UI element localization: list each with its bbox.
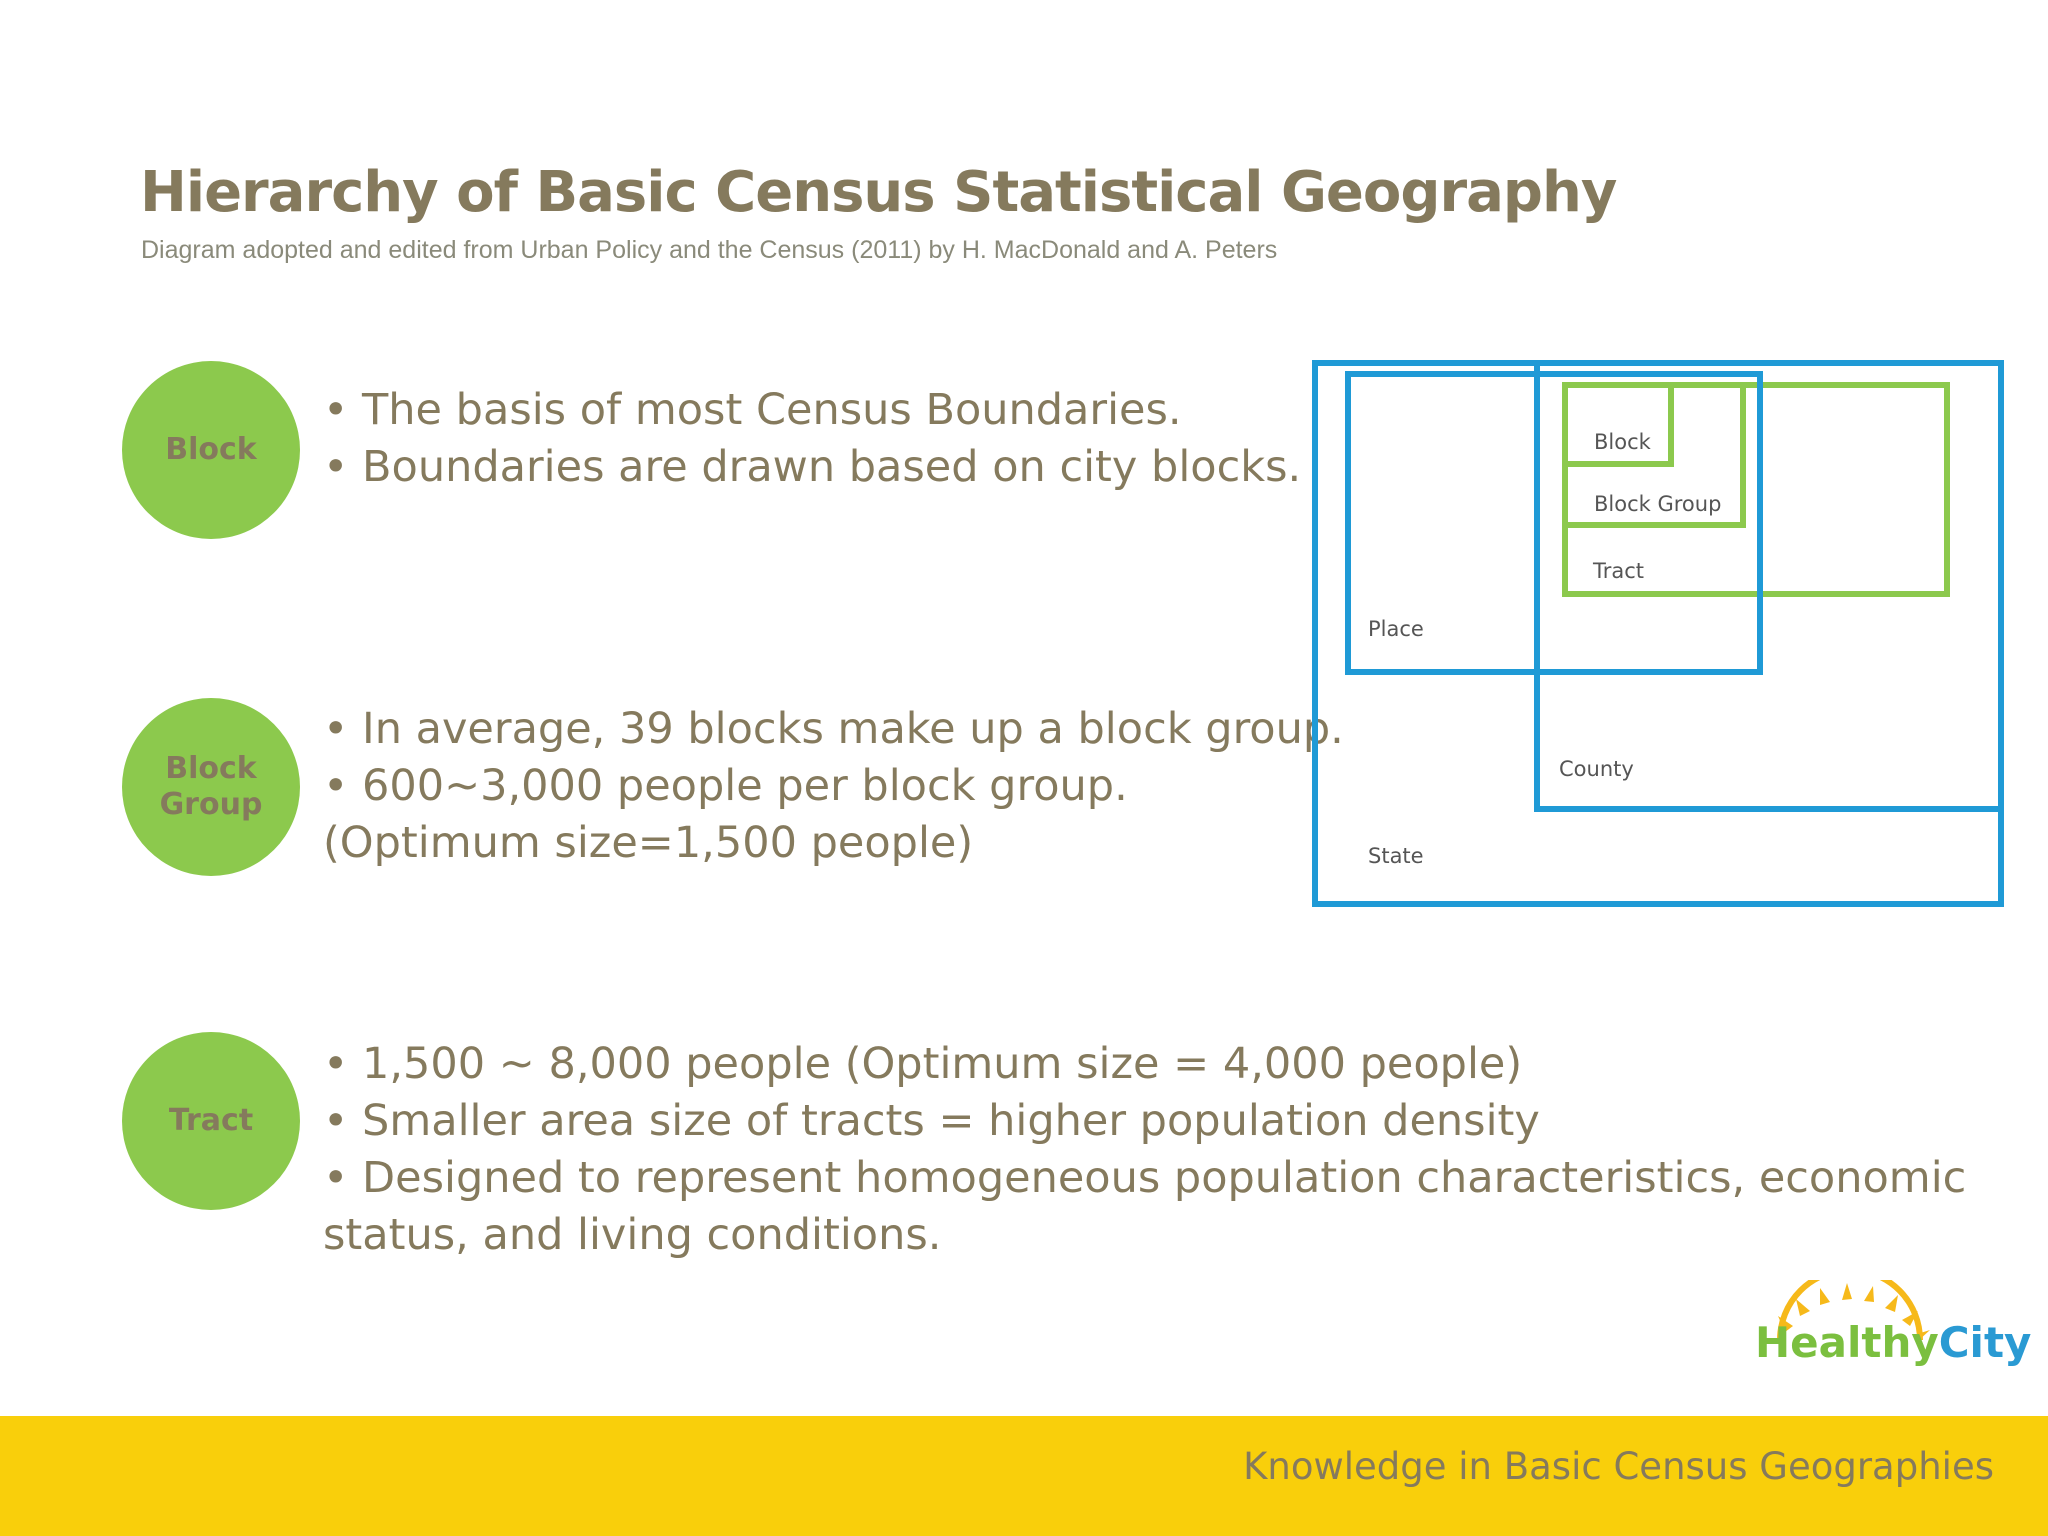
slide-title: Hierarchy of Basic Census Statistical Geography	[140, 160, 1617, 225]
block-group-circle-label-line1: Block	[165, 751, 257, 786]
logo-part2: City	[1938, 1318, 2032, 1367]
state-label: State	[1368, 844, 1424, 868]
block-circle-label: Block	[165, 432, 257, 467]
bullet-item: • 1,500 ~ 8,000 people (Optimum size = 4,000 people)	[323, 1039, 1523, 1089]
healthycity-logo	[1755, 1318, 2031, 1367]
bullet-item: • Designed to represent homogeneous population characteristics, economic	[323, 1153, 1967, 1203]
tract-circle-label: Tract	[168, 1103, 254, 1138]
bullet-item: • Smaller area size of tracts = higher population density	[323, 1096, 1540, 1146]
bullet-item: • The basis of most Census Boundaries.	[323, 385, 1182, 435]
slide-subtitle: Diagram adopted and edited from Urban Policy and the Census (2011) by H. MacDonald and A. Peters	[141, 236, 1278, 264]
place-label: Place	[1368, 617, 1424, 641]
bullet-item: (Optimum size=1,500 people)	[323, 818, 974, 868]
bullet-item: • Boundaries are drawn based on city blocks.	[323, 442, 1302, 492]
footer-text: Knowledge in Basic Census Geographies	[1243, 1445, 1994, 1488]
bullet-item: • In average, 39 blocks make up a block group.	[323, 704, 1344, 754]
block-group-circle-label-line2: Group	[159, 787, 263, 822]
bullet-item: status, and living conditions.	[323, 1210, 942, 1260]
bullet-item: • 600~3,000 people per block group.	[323, 761, 1128, 811]
block-group-label: Block Group	[1594, 492, 1722, 516]
county-label: County	[1559, 757, 1634, 781]
block-label: Block	[1594, 430, 1651, 454]
tract-label: Tract	[1593, 559, 1645, 583]
logo-part1: Healthy	[1755, 1318, 1939, 1367]
